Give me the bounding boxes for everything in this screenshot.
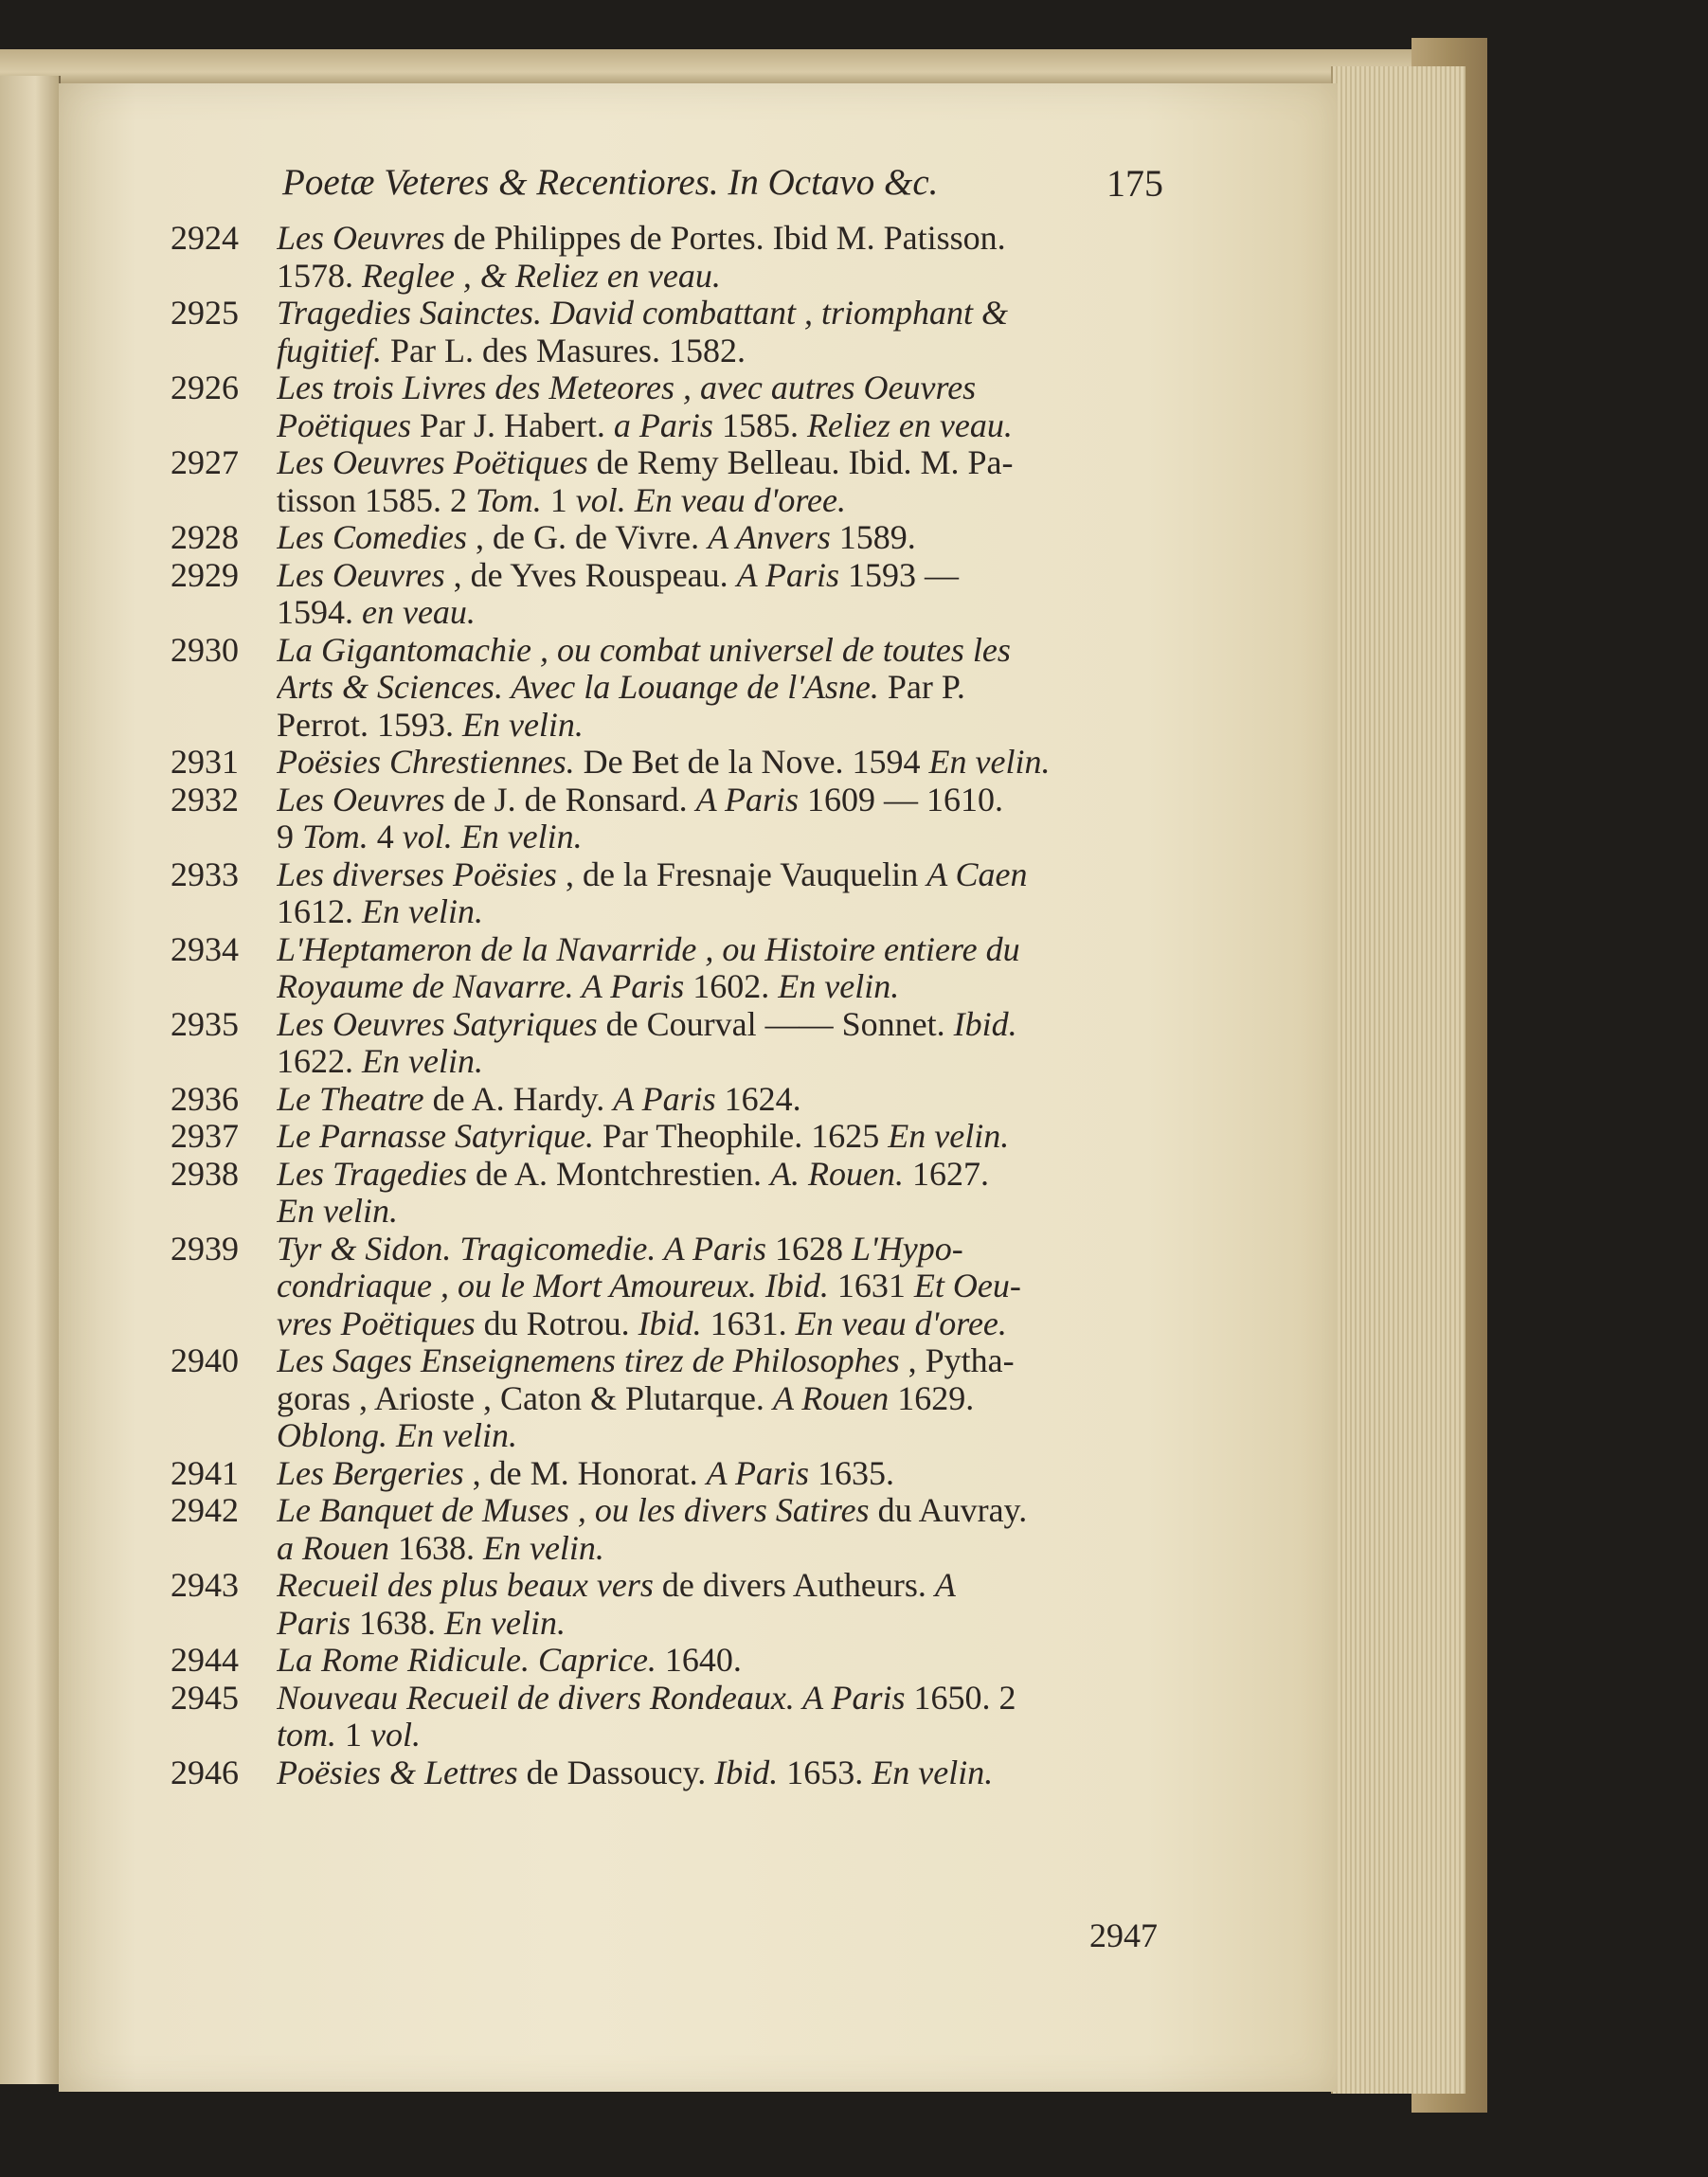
entry-line xyxy=(277,258,1175,296)
italic-segment: A Paris xyxy=(613,1080,716,1118)
entry-line xyxy=(277,295,1175,333)
roman-segment: Par Theophile. 1625 xyxy=(593,1118,889,1155)
roman-segment: 1624. xyxy=(715,1080,801,1118)
catalogue-entry xyxy=(171,519,1175,557)
italic-segment: Reliez en veau. xyxy=(806,406,1013,444)
roman-segment: 1589. xyxy=(830,519,916,556)
entry-number: 2935 xyxy=(171,1004,239,1043)
roman-segment: 1631. xyxy=(701,1304,796,1342)
italic-segment: Et Oeu- xyxy=(913,1268,1021,1304)
entry-number: 2940 xyxy=(171,1341,239,1379)
catalogue-entry xyxy=(171,632,1175,745)
italic-segment: En velin. xyxy=(362,1043,483,1080)
catalogue-entry xyxy=(171,1492,1175,1567)
italic-segment: Tragedies Sainctes. David combattant , triomphant & xyxy=(277,295,1008,332)
entry-number: 2931 xyxy=(171,743,239,781)
italic-segment: Nouveau Recueil de divers Rondeaux. A Paris xyxy=(277,1679,906,1717)
entry-line xyxy=(277,482,1175,520)
running-title: Poetæ Veteres & Recentiores. In Octavo &c. xyxy=(282,162,939,203)
entry-line xyxy=(277,333,1175,370)
italic-segment: Reglee , & Reliez en veau. xyxy=(362,257,721,295)
roman-segment: 1 xyxy=(541,481,576,519)
entry-line xyxy=(277,1342,1175,1380)
catalogue-entry xyxy=(171,1118,1175,1156)
catalogue-entry xyxy=(171,856,1175,931)
roman-segment: 1594. xyxy=(277,594,362,631)
left-page-sliver xyxy=(0,76,61,2084)
italic-segment: A Anvers xyxy=(708,519,831,556)
italic-segment: vol. En veau d'oree. xyxy=(575,481,847,519)
page-number: 175 xyxy=(1106,162,1163,205)
catalogue-entry xyxy=(171,557,1175,632)
roman-segment: 1627. xyxy=(903,1155,989,1193)
entry-line xyxy=(277,1567,1175,1605)
roman-segment: 1640. xyxy=(656,1642,742,1679)
entry-line xyxy=(277,220,1175,258)
italic-segment: Le Parnasse Satyrique. xyxy=(277,1118,594,1155)
roman-segment: 1585. xyxy=(712,406,807,444)
entry-line xyxy=(277,1717,1175,1754)
catalogue-entry xyxy=(171,1006,1175,1081)
entry-line xyxy=(277,968,1175,1006)
italic-segment: A. Rouen. xyxy=(769,1155,904,1193)
italic-segment: tom. xyxy=(277,1717,336,1754)
italic-segment: Les Oeuvres xyxy=(277,781,445,819)
roman-segment: de Remy Belleau. Ibid. M. Pa- xyxy=(587,444,1014,481)
page-block-edges xyxy=(1331,66,1465,2094)
roman-segment: 1638. xyxy=(351,1604,445,1642)
catalogue-entry xyxy=(171,744,1175,782)
italic-segment: A Paris xyxy=(695,781,799,819)
italic-segment: vol. xyxy=(370,1717,421,1754)
italic-segment: En velin. xyxy=(888,1118,1010,1155)
italic-segment: Ibid. xyxy=(714,1754,779,1791)
italic-segment: Les Bergeries xyxy=(277,1454,464,1492)
italic-segment: Royaume de Navarre. A Paris xyxy=(277,968,685,1005)
italic-segment: Poësies & Lettres xyxy=(277,1754,518,1791)
entry-line xyxy=(277,369,1175,407)
entry-number: 2926 xyxy=(171,369,239,406)
entry-number: 2942 xyxy=(171,1491,239,1529)
entry-line xyxy=(277,1006,1175,1044)
italic-segment: L'Heptameron de la Navarride , ou Histoire entiere du xyxy=(277,930,1020,968)
entry-number: 2941 xyxy=(171,1453,239,1492)
italic-segment: L'Hypo- xyxy=(852,1230,963,1268)
italic-segment: Le Theatre xyxy=(277,1080,424,1118)
italic-segment: En velin. xyxy=(778,968,900,1005)
entry-number: 2928 xyxy=(171,518,239,556)
entry-number: 2938 xyxy=(171,1154,239,1193)
entry-number: 2930 xyxy=(171,630,239,669)
italic-segment: vol. En velin. xyxy=(402,819,583,855)
roman-segment: du Rotrou. xyxy=(475,1304,638,1342)
entry-line xyxy=(277,744,1175,782)
entry-line xyxy=(277,519,1175,557)
italic-segment: Les Tragedies xyxy=(277,1155,468,1193)
roman-segment: de A. Hardy. xyxy=(423,1080,614,1118)
entry-number: 2937 xyxy=(171,1117,239,1155)
entry-line xyxy=(277,1455,1175,1493)
roman-segment: , de la Fresnaje Vauquelin xyxy=(556,855,927,893)
roman-segment: 9 xyxy=(277,819,302,855)
roman-segment: 1593 — xyxy=(839,556,960,594)
catalogue-entry xyxy=(171,1455,1175,1493)
italic-segment: fugitief. xyxy=(277,332,382,369)
italic-segment: En velin. xyxy=(461,706,584,744)
italic-segment: Les trois Livres des Meteores , avec autres Oeuvres xyxy=(277,369,977,406)
italic-segment: A Rouen xyxy=(772,1379,890,1417)
italic-segment: La Gigantomachie , ou combat universel de toutes les xyxy=(277,631,1011,669)
italic-segment: Oblong. En velin. xyxy=(277,1417,517,1454)
entry-line xyxy=(277,1193,1175,1231)
roman-segment: 1653. xyxy=(778,1754,872,1791)
italic-segment: Recueil des plus beaux vers xyxy=(277,1567,654,1604)
entry-line xyxy=(277,594,1175,632)
catalogue-entry xyxy=(171,1567,1175,1642)
entry-line xyxy=(277,1754,1175,1792)
roman-segment: 4 xyxy=(368,819,403,855)
entry-line xyxy=(277,1680,1175,1718)
entry-line xyxy=(277,1380,1175,1418)
italic-segment: En velin. xyxy=(482,1529,604,1567)
italic-segment: Paris xyxy=(277,1604,351,1642)
roman-segment: Par J. Habert. xyxy=(410,406,614,444)
italic-segment: Tom. xyxy=(476,481,542,519)
roman-segment: Par P. xyxy=(878,669,965,706)
roman-segment: de J. de Ronsard. xyxy=(444,781,696,819)
roman-segment: de Dassoucy. xyxy=(517,1754,715,1791)
entry-number: 2943 xyxy=(171,1566,239,1604)
roman-segment: de Philippes de Portes. Ibid M. Patisson. xyxy=(444,220,1006,257)
entry-number: 2933 xyxy=(171,855,239,893)
catalogue-entry xyxy=(171,444,1175,519)
italic-segment: Poëtiques xyxy=(277,406,411,444)
entry-number: 2924 xyxy=(171,219,239,257)
entry-line xyxy=(277,1081,1175,1119)
catalogue-entry xyxy=(171,1642,1175,1680)
italic-segment: a Rouen xyxy=(277,1529,389,1567)
entry-line xyxy=(277,1231,1175,1268)
entry-line xyxy=(277,893,1175,931)
roman-segment: De Bet de la Nove. 1594 xyxy=(574,744,929,781)
entry-line xyxy=(277,931,1175,969)
italic-segment: A Paris xyxy=(736,556,840,594)
catalogue-entry xyxy=(171,369,1175,444)
roman-segment: de divers Autheurs. xyxy=(653,1567,935,1604)
italic-segment: Ibid. xyxy=(953,1005,1017,1043)
roman-segment: 1 xyxy=(336,1717,370,1754)
italic-segment: Le Banquet de Muses , ou les divers Satires xyxy=(277,1492,870,1529)
roman-segment: 1629. xyxy=(889,1379,975,1417)
roman-segment: 1628 xyxy=(766,1230,853,1268)
entry-line xyxy=(277,1417,1175,1455)
italic-segment: Les diverses Poësies xyxy=(277,855,557,893)
catalogue-entry xyxy=(171,782,1175,856)
italic-segment: En velin. xyxy=(928,744,1051,781)
italic-segment: Tom. xyxy=(302,819,369,855)
entry-line xyxy=(277,1118,1175,1156)
italic-segment: A Caen xyxy=(926,855,1028,893)
italic-segment: condriaque , ou le Mort Amoureux. Ibid. xyxy=(277,1268,829,1304)
entry-line xyxy=(277,1530,1175,1568)
italic-segment: Les Oeuvres xyxy=(277,220,445,257)
entry-number: 2925 xyxy=(171,294,239,332)
italic-segment: Poësies Chrestiennes. xyxy=(277,744,575,781)
italic-segment: En veau d'oree. xyxy=(795,1304,1007,1342)
italic-segment: A Paris xyxy=(706,1454,809,1492)
entry-line xyxy=(277,856,1175,894)
italic-segment: vres Poëtiques xyxy=(277,1304,476,1342)
italic-segment: Arts & Sciences. Avec la Louange de l'Asne. xyxy=(277,669,879,706)
entry-line xyxy=(277,707,1175,745)
entry-line xyxy=(277,632,1175,670)
roman-segment: de A. Montchrestien. xyxy=(467,1155,770,1193)
entry-line xyxy=(277,407,1175,445)
roman-segment: de Courval —— Sonnet. xyxy=(597,1005,954,1043)
roman-segment: 1578. xyxy=(277,257,362,295)
entry-line xyxy=(277,1642,1175,1680)
catalogue-entries xyxy=(171,220,1175,1791)
entry-line xyxy=(277,669,1175,707)
roman-segment: , de M. Honorat. xyxy=(463,1454,707,1492)
italic-segment: En velin. xyxy=(277,1193,398,1230)
catalogue-entry xyxy=(171,1754,1175,1792)
entry-number: 2939 xyxy=(171,1229,239,1268)
catalogue-entry xyxy=(171,295,1175,369)
entry-line xyxy=(277,1605,1175,1643)
italic-segment: La Rome Ridicule. Caprice. xyxy=(277,1642,656,1679)
roman-segment: 1650. 2 xyxy=(905,1679,1016,1717)
roman-segment: , Pytha- xyxy=(899,1342,1015,1379)
roman-segment: , de Yves Rouspeau. xyxy=(444,556,737,594)
roman-segment: 1622. xyxy=(277,1043,362,1080)
roman-segment: Par L. des Masures. 1582. xyxy=(382,332,746,369)
italic-segment: Les Oeuvres Satyriques xyxy=(277,1005,598,1043)
roman-segment: 1638. xyxy=(388,1529,483,1567)
italic-segment: Les Comedies xyxy=(277,519,467,556)
entry-number: 2944 xyxy=(171,1641,239,1679)
roman-segment: 1602. xyxy=(684,968,779,1005)
entry-line xyxy=(277,819,1175,856)
roman-segment: 1635. xyxy=(808,1454,894,1492)
entry-number: 2934 xyxy=(171,929,239,968)
entry-line xyxy=(277,1043,1175,1081)
italic-segment: A xyxy=(934,1567,956,1604)
italic-segment: en veau. xyxy=(362,594,476,631)
catalogue-entry xyxy=(171,1342,1175,1455)
entry-number: 2927 xyxy=(171,443,239,481)
italic-segment: En velin. xyxy=(872,1754,994,1791)
italic-segment: En velin. xyxy=(444,1604,566,1642)
roman-segment: , de G. de Vivre. xyxy=(467,519,709,556)
italic-segment: a Paris xyxy=(613,406,713,444)
italic-segment: Tyr & Sidon. Tragicomedie. A Paris xyxy=(277,1230,767,1268)
catalogue-entry xyxy=(171,1081,1175,1119)
entry-line xyxy=(277,1492,1175,1530)
entry-line xyxy=(277,444,1175,482)
entry-number: 2945 xyxy=(171,1678,239,1717)
italic-segment: En velin. xyxy=(362,893,483,930)
italic-segment: Les Oeuvres xyxy=(277,556,445,594)
entry-number: 2936 xyxy=(171,1079,239,1118)
entry-number: 2929 xyxy=(171,555,239,594)
catalogue-entry xyxy=(171,1680,1175,1754)
roman-segment: 1609 — 1610. xyxy=(798,781,1003,819)
entry-line xyxy=(277,1156,1175,1194)
catalogue-entry xyxy=(171,931,1175,1006)
catalogue-entry xyxy=(171,220,1175,295)
roman-segment: 1631 xyxy=(828,1268,914,1304)
catalogue-entry xyxy=(171,1156,1175,1231)
entry-line xyxy=(277,1268,1175,1305)
roman-segment: 1612. xyxy=(277,893,362,930)
roman-segment: Perrot. 1593. xyxy=(277,706,462,744)
entry-line xyxy=(277,557,1175,595)
italic-segment: Les Oeuvres Poëtiques xyxy=(277,444,588,481)
entry-number: 2932 xyxy=(171,780,239,819)
italic-segment: Les Sages Enseignemens tirez de Philosophes xyxy=(277,1342,900,1379)
entry-line xyxy=(277,782,1175,819)
entry-number: 2946 xyxy=(171,1753,239,1791)
entry-line xyxy=(277,1305,1175,1343)
catalogue-entry xyxy=(171,1231,1175,1343)
roman-segment: goras , Arioste , Caton & Plutarque. xyxy=(277,1379,773,1417)
italic-segment: Ibid. xyxy=(638,1304,702,1342)
catchword: 2947 xyxy=(1089,1916,1158,1954)
roman-segment: du Auvray. xyxy=(869,1492,1028,1529)
roman-segment: tisson 1585. 2 xyxy=(277,481,476,519)
